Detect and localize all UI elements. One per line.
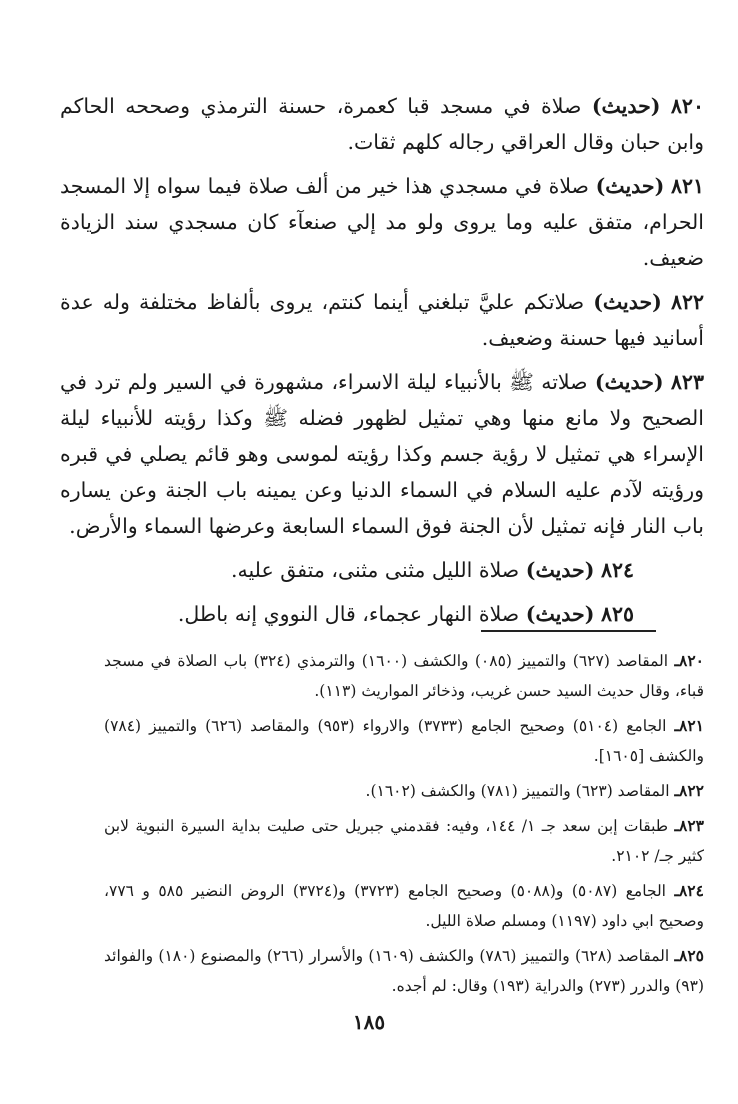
hadith-text: صلاة النهار عجماء، قال النووي إنه باطل. — [177, 602, 520, 626]
footnote-text: الجامع (٥١٠٤) وصحيح الجامع (٣٧٣٣) والارواء (٩٥٣) والمقاصد (٦٢٦) والتمييز (٧٨٤) والكشف [١٦٠٥]. — [104, 717, 704, 765]
footnote-entry — [104, 711, 704, 771]
footnote-entry — [104, 811, 704, 871]
footnote-entry — [104, 941, 704, 1001]
footnote-number: ٨٢٠ـ — [674, 651, 705, 670]
footnote-entry — [104, 876, 704, 936]
footnote-text: الجامع (٥٠٨٧) و(٥٠٨٨) وصحيح الجامع (٣٧٢٣) و(٣٧٢٤) الروض النضير ٥٨٥ و ٧٧٦، وصحيح ابي داود (١١٩٧) ومسلم صلاة الليل. — [104, 882, 704, 930]
hadith-entry — [60, 168, 704, 276]
footnote-number: ٨٢٣ـ — [674, 816, 704, 835]
footnote-text: المقاصد (٦٢٨) والتمييز (٧٨٦) والكشف (١٦٠٩) والأسرار (٢٦٦) والمصنوع (١٨٠) والفوائد (٩٣) والدرر (٢٧٣) والدراية (١٩٣) وقال: لم أجده. — [104, 947, 704, 995]
hadith-text: صلاة الليل مثنى مثنى، متفق عليه. — [230, 558, 520, 582]
hadith-text: صلاته ﷺ بالأنبياء ليلة الاسراء، مشهورة في السير ولم ترد في الصحيح ولا مانع منها وهي تمثيل لظهور فضله ﷺ وكذا رؤيته للأنبياء ليلة الإسراء هي تمثيل لا رؤية جسم وكذا رؤيته لموسى وهو قائم يصلي في قبره ورؤيته لآدم عليه السلام في السماء الدنيا وعن يمينه باب الجنة وعن يساره باب النار فإنه تمثيل لأن الجنة فوق السماء السابعة وعرضها السماء والأرض. — [60, 370, 704, 538]
hadith-number: ٨٢٢ — [670, 290, 704, 314]
hadith-number: ٨٢٣ — [670, 370, 704, 394]
hadith-label: (حديث) — [525, 558, 595, 582]
footnote-number: ٨٢٢ـ — [674, 781, 704, 800]
hadith-label: (حديث) — [593, 290, 662, 314]
hadith-entry — [60, 552, 704, 588]
hadith-entry — [60, 596, 704, 632]
footnote-divider — [481, 630, 656, 632]
hadith-entry — [60, 284, 704, 356]
hadith-text: صلاة في مسجدي هذا خير من ألف صلاة فيما سواه إلا المسجد الحرام، متفق عليه وما يروى ولو مد إلي صنعآء كان مسجدي سند الزيادة ضعيف. — [60, 174, 704, 270]
footnote-text: طبقات إبن سعد جـ ١/ ١٤٤، وفيه: فقدمني جبريل حتى صليت بداية السيرة النبوية لابن كثير جـ/ ٢١٠٢. — [104, 817, 704, 865]
hadith-label: (حديث) — [594, 370, 664, 394]
hadith-text: صلاتكم عليَّ تبلغني أينما كنتم، يروى بألفاظ مختلفة وله عدة أسانيد فيها حسنة وضعيف. — [60, 290, 704, 350]
footnotes — [104, 646, 704, 1006]
main-text — [60, 88, 704, 640]
hadith-number: ٨٢٤ — [600, 558, 634, 582]
footnote-text: المقاصد (٦٢٧) والتمييز (٠٨٥) والكشف (١٦٠٠) والترمذي (٣٢٤) باب الصلاة في مسجد قباء، وقال حديث السيد حسن غريب، وذخائر المواريث (١١٣). — [104, 652, 704, 700]
footnote-number: ٨٢١ـ — [674, 716, 704, 735]
footnote-entry — [104, 776, 704, 806]
footnote-text: المقاصد (٦٢٣) والتمييز (٧٨١) والكشف (١٦٠٢). — [365, 782, 670, 800]
hadith-entry — [60, 88, 704, 160]
footnote-number: ٨٢٤ـ — [674, 881, 704, 900]
hadith-label: (حديث) — [595, 174, 665, 198]
hadith-label: (حديث) — [525, 602, 595, 626]
hadith-entry — [60, 364, 704, 544]
hadith-number: ٨٢١ — [670, 174, 704, 198]
hadith-label: (حديث) — [591, 94, 661, 118]
footnote-number: ٨٢٥ـ — [674, 946, 704, 965]
footnote-entry — [104, 646, 704, 706]
hadith-text: صلاة في مسجد قبا كعمرة، حسنة الترمذي وصححه الحاكم وابن حبان وقال العراقي رجاله كلهم ثقات. — [60, 94, 704, 154]
page-number: ١٨٥ — [352, 1010, 386, 1034]
hadith-number: ٨٢٠ — [670, 94, 704, 118]
hadith-number: ٨٢٥ — [600, 602, 634, 626]
